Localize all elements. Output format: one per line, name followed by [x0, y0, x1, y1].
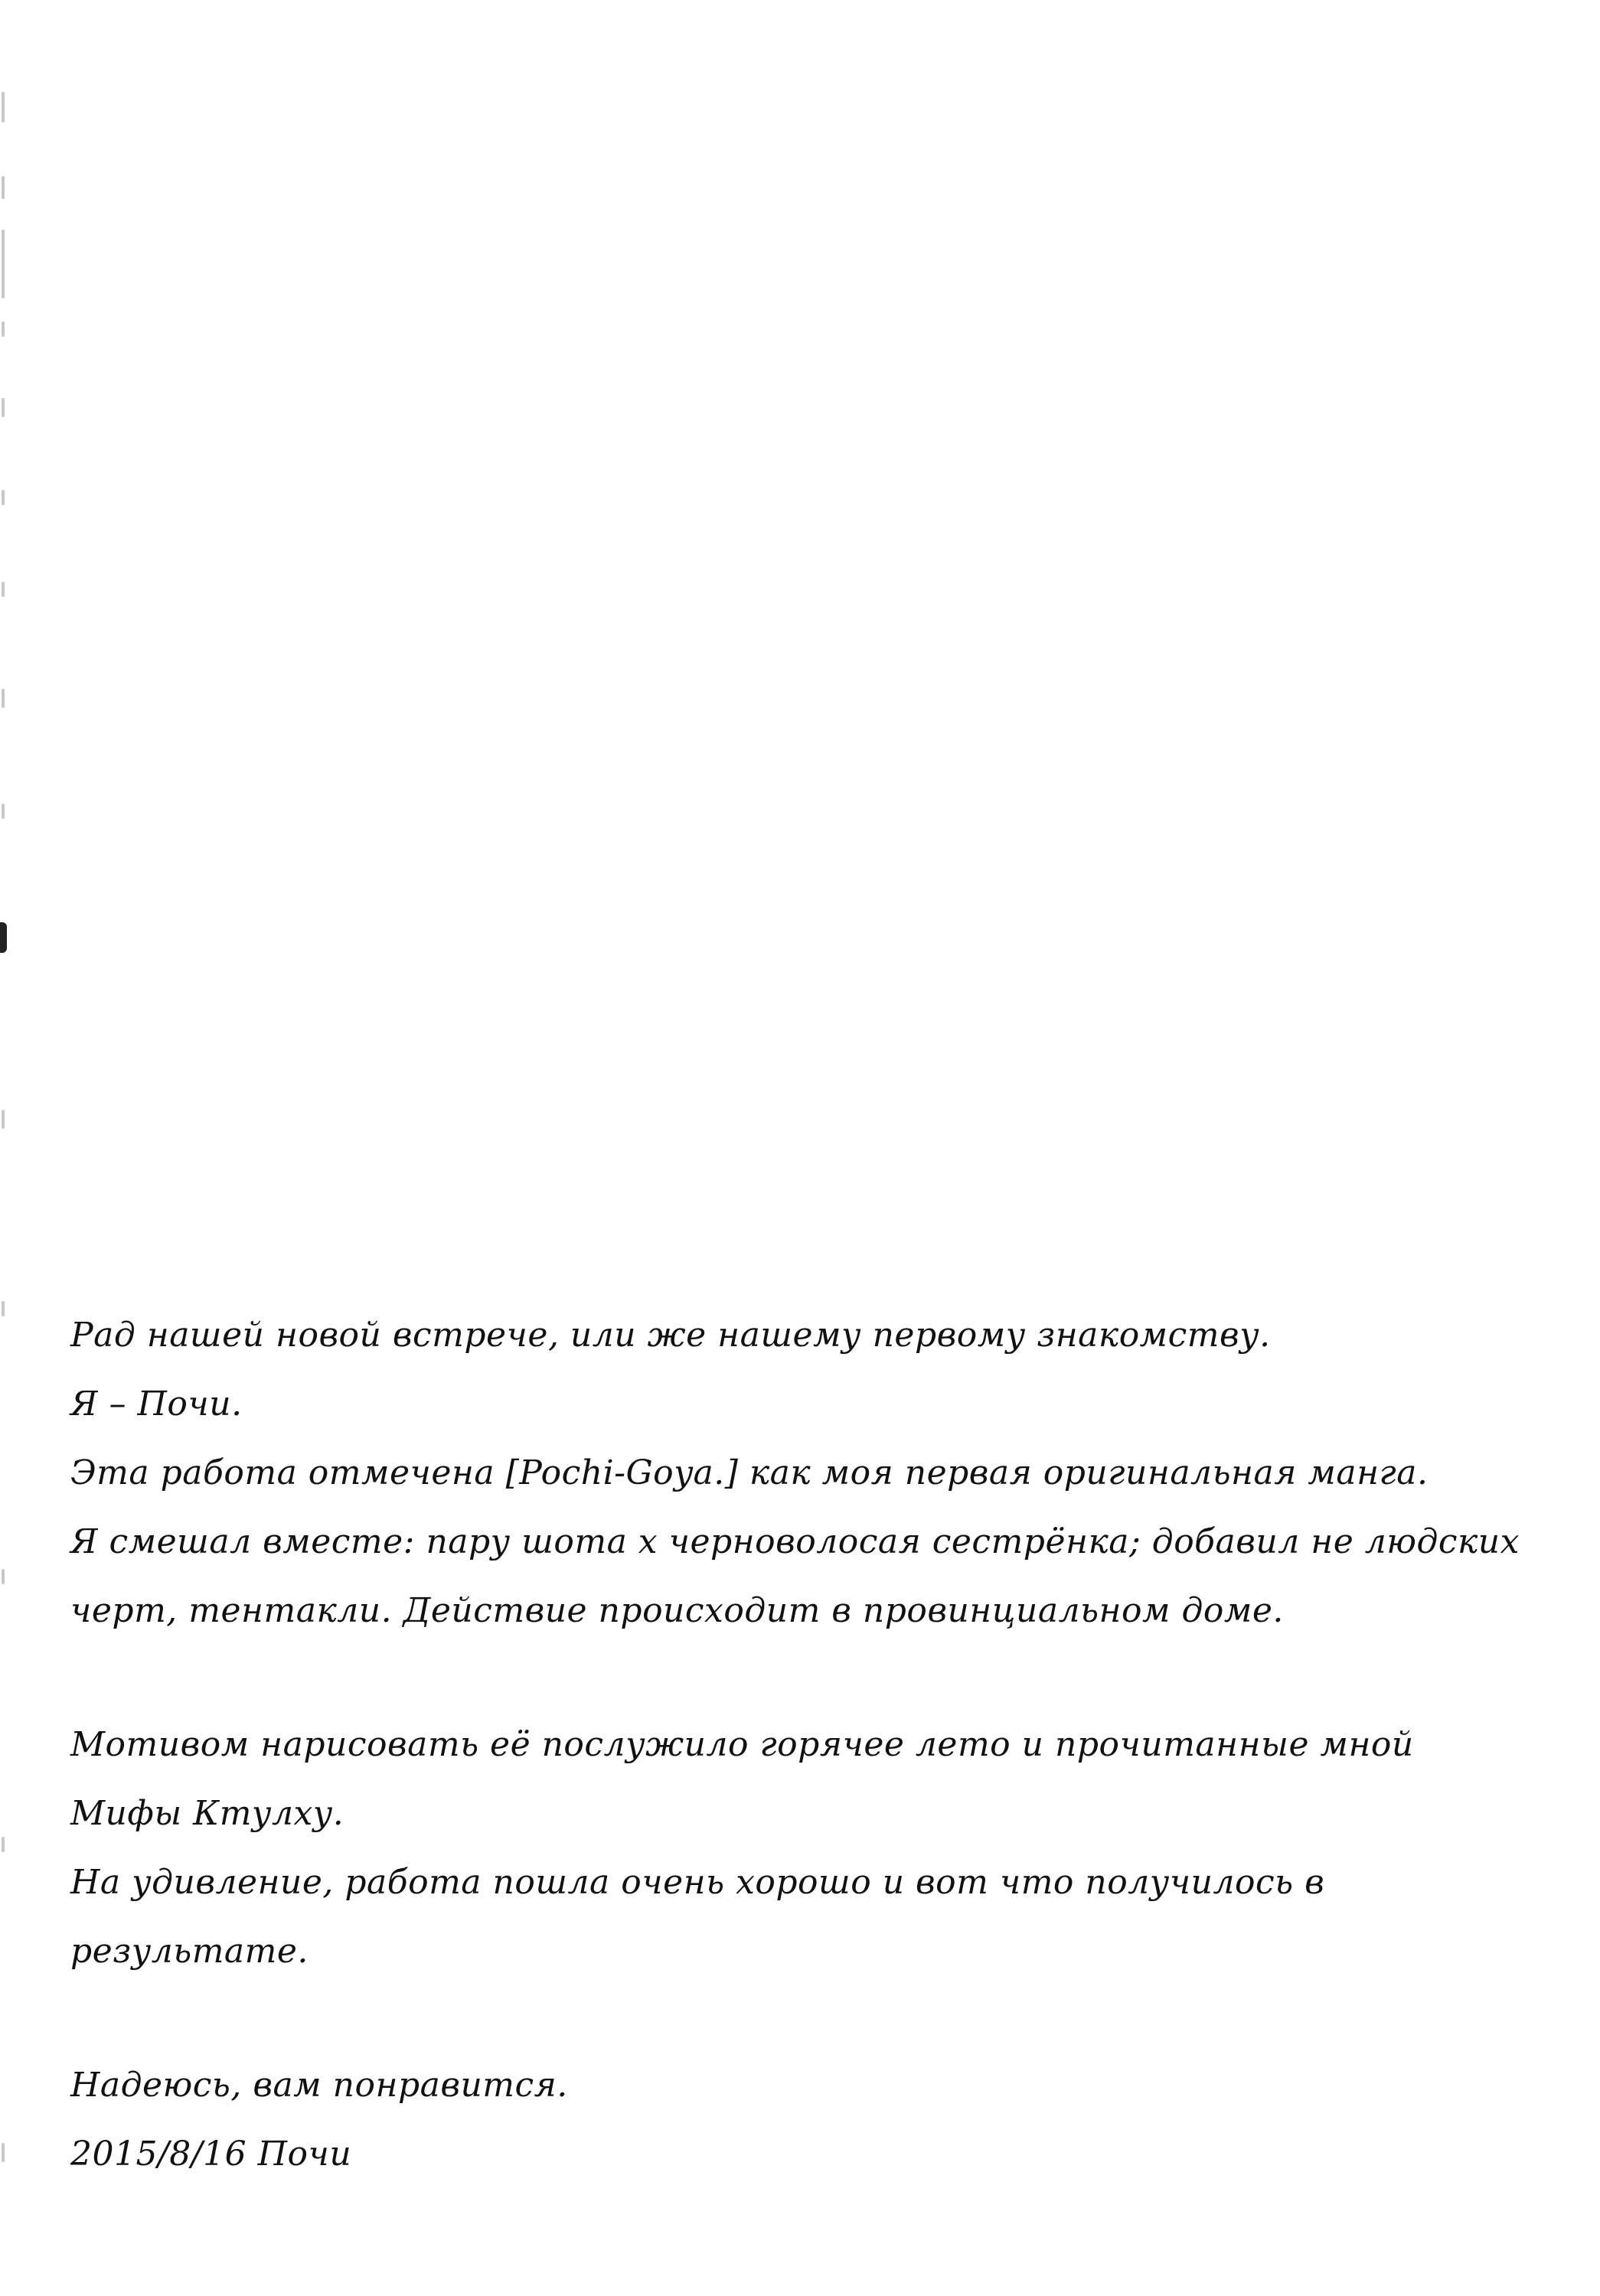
scan-mark: [2, 2143, 5, 2162]
note-line: На удивление, работа пошла очень хорошо и вот что получилось в: [70, 1863, 1325, 1902]
scan-mark: [2, 176, 5, 199]
note-line: Рад нашей новой встрече, или же нашему первому знакомству.: [70, 1316, 1271, 1355]
scan-mark: [2, 398, 5, 417]
paragraph-gap: [70, 1645, 1540, 1711]
note-line: Эта работа отмечена [Pochi-Goya.] как моя первая оригинальная манга.: [70, 1453, 1429, 1492]
note-line: Я – Почи.: [70, 1384, 243, 1424]
scan-mark: [2, 582, 5, 597]
scan-mark: [2, 1301, 5, 1316]
scan-edge-marks: [0, 0, 11, 2296]
scan-mark: [2, 804, 5, 819]
scan-mark: [2, 1837, 5, 1852]
note-line: Надеюсь, вам понравится.: [70, 2066, 568, 2105]
note-signature-date: 2015/8/16 Почи: [70, 2135, 352, 2174]
note-line: результате.: [70, 1932, 309, 1971]
scan-mark: [2, 230, 5, 298]
scan-mark: [2, 1569, 5, 1584]
scan-blot: [0, 922, 7, 953]
note-line: Я смешал вместе: пару шота х черноволосая сестрёнка; добавил не людских: [70, 1522, 1520, 1561]
note-line: черт, тентакли. Действие происходит в провинциальном доме.: [70, 1591, 1284, 1630]
scan-mark: [2, 689, 5, 708]
note-line: Мифы Ктулху.: [70, 1794, 344, 1833]
scan-mark: [2, 321, 5, 337]
scan-mark: [2, 1110, 5, 1129]
scan-mark: [2, 92, 5, 122]
note-line: Мотивом нарисовать её послужило горячее лето и прочитанные мной: [70, 1725, 1414, 1764]
paragraph-gap: [70, 1986, 1540, 2051]
scan-mark: [2, 490, 5, 505]
handwritten-note: [70, 1301, 1540, 2189]
